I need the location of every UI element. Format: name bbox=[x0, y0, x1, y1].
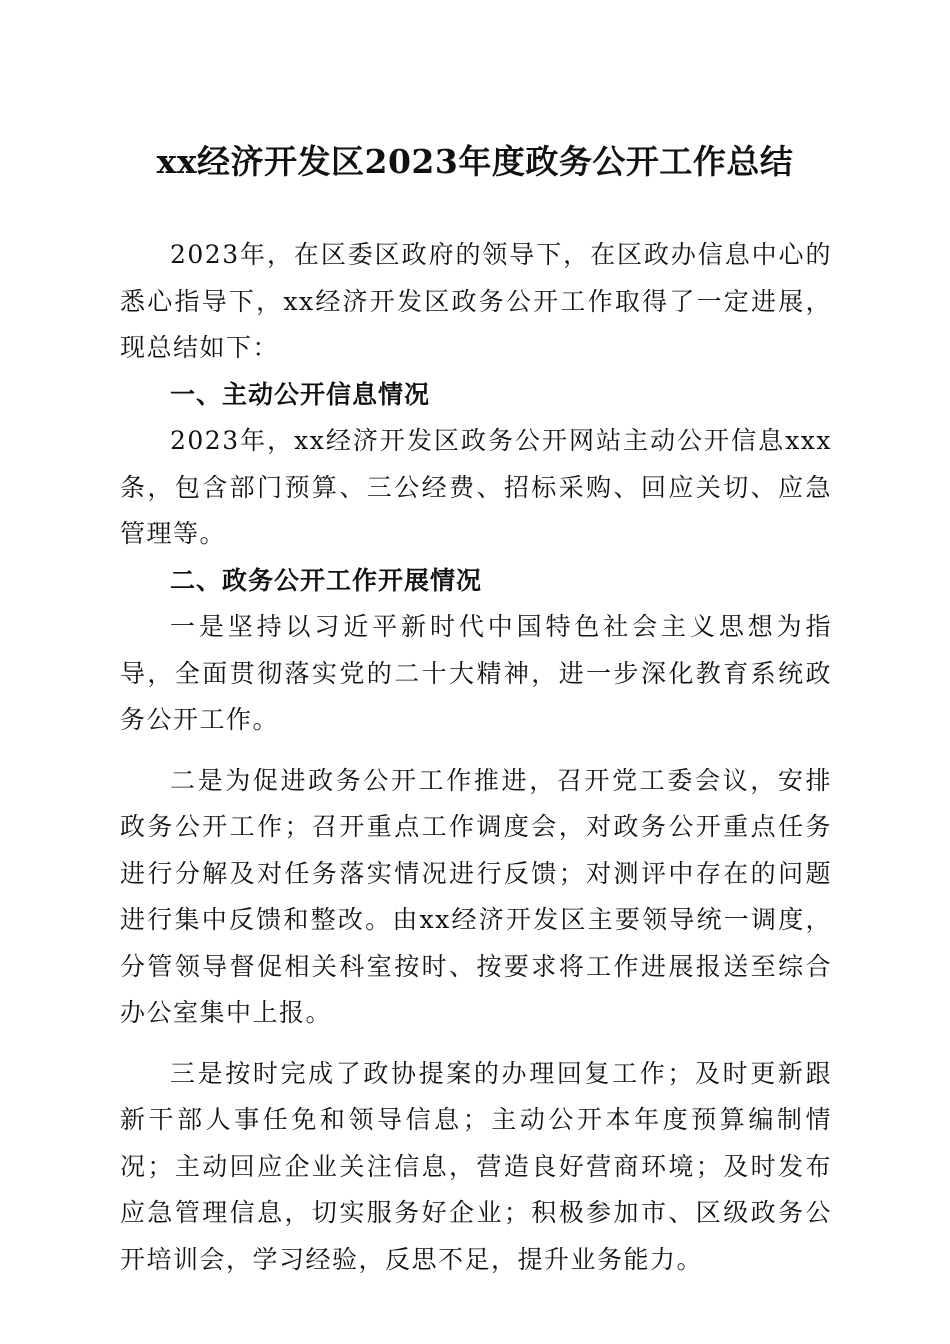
section2-heading: 二、政务公开工作开展情况 bbox=[170, 565, 483, 595]
document-body bbox=[120, 232, 832, 1283]
intro-paragraph: 2023年，在区委区政府的领导下，在区政办信息中心的悉心指导下，xx经济开发区政务公开工作取得了一定进展，现总结如下： bbox=[120, 240, 832, 362]
paragraph-spacer bbox=[120, 1037, 832, 1051]
section2-paragraph-1: 一是坚持以习近平新时代中国特色社会主义思想为指导，全面贯彻落实党的二十大精神，进一步深化教育系统政务公开工作。 bbox=[120, 612, 832, 734]
document-title: xx经济开发区2023年度政务公开工作总结 bbox=[156, 142, 794, 181]
section2-paragraph-2: 二是为促进政务公开工作推进，召开党工委会议，安排政务公开工作；召开重点工作调度会，对政务公开重点任务进行分解及对任务落实情况进行反馈；对测评中存在的问题进行集中反馈和整改。由xx经济开发区主要领导统一调度，分管领导督促相关科室按时、按要求将工作进展报送至综合办公室集中上报。 bbox=[120, 765, 832, 1027]
section2-paragraph-3: 三是按时完成了政协提案的办理回复工作；及时更新跟新干部人事任免和领导信息；主动公开本年度预算编制情况；主动回应企业关注信息，营造良好营商环境；及时发布应急管理信息，切实服务好企业；积极参加市、区级政务公开培训会，学习经验，反思不足，提升业务能力。 bbox=[120, 1058, 832, 1274]
section1-paragraph: 2023年，xx经济开发区政务公开网站主动公开信息xxx条，包含部门预算、三公经费、招标采购、回应关切、应急管理等。 bbox=[120, 426, 832, 548]
paragraph-spacer bbox=[120, 744, 832, 758]
section1-heading: 一、主动公开信息情况 bbox=[170, 379, 431, 409]
